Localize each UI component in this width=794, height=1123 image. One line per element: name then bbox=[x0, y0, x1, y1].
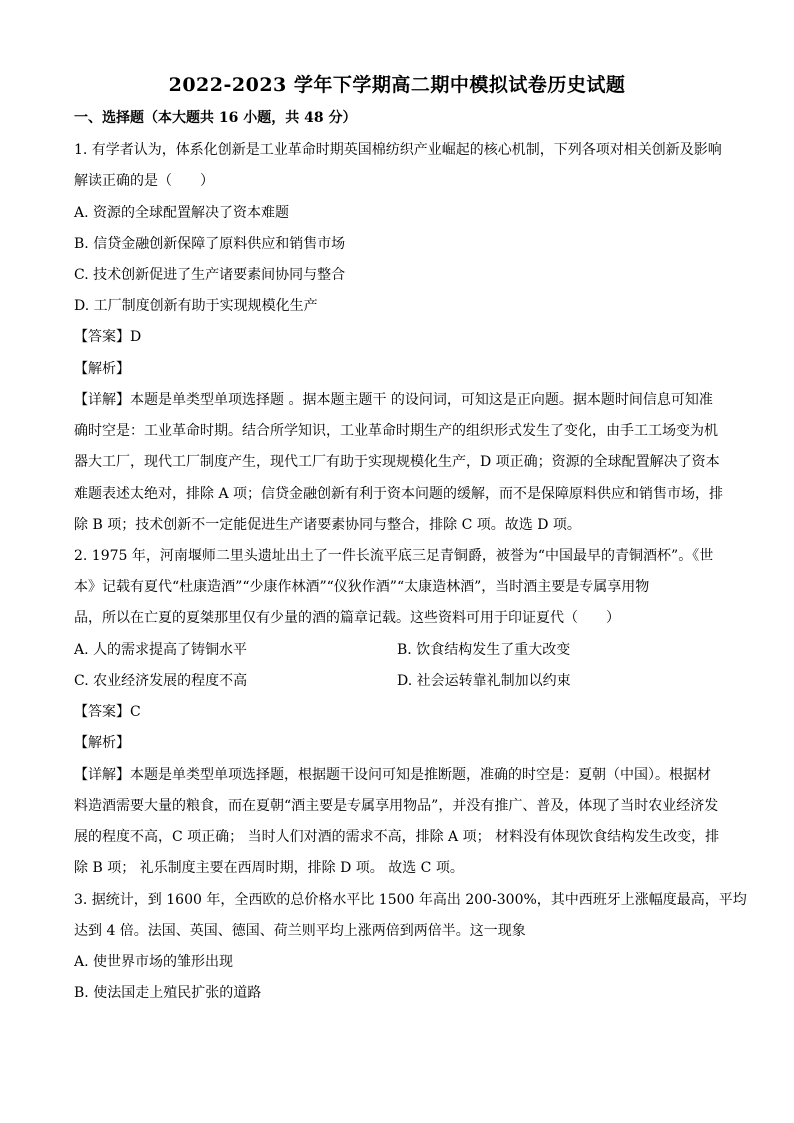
q1-option-d: D. 工厂制度创新有助于实现规模化生产 bbox=[74, 298, 318, 314]
q3-stem-line: 达到 4 倍。法国、英国、德国、荷兰则平均上涨两倍到两倍半。这一现象 bbox=[74, 923, 526, 939]
q1-analysis-label: 【解析】 bbox=[74, 361, 130, 377]
q2-answer: 【答案】C bbox=[74, 704, 141, 720]
q3-option-a: A. 使世界市场的雏形出现 bbox=[74, 954, 234, 970]
q1-detail-line: 确时空是：工业革命时期。结合所学知识，工业革命时期生产的组织形式发生了变化，由手工工场变为机 bbox=[74, 423, 718, 439]
q3-option-b: B. 使法国走上殖民扩张的道路 bbox=[74, 985, 262, 1001]
q1-detail-line: 【详解】本题是单类型单项选择题 。据本题主题干 的设问词，可知这是正向题。据本题时间信息可知准 bbox=[74, 392, 713, 408]
q2-stem-line: 本》记载有夏代“杜康造酒”“少康作林酒”“仪狄作酒”“太康造林酒”，当时酒主要是专属享用物 bbox=[74, 579, 650, 595]
q1-stem-line: 解读正确的是（ ） bbox=[74, 173, 214, 189]
q2-detail-line: 除 B 项； 礼乐制度主要在西周时期，排除 D 项。 故选 C 项。 bbox=[74, 860, 464, 876]
q1-option-c: C. 技术创新促进了生产诸要素间协同与整合 bbox=[74, 267, 346, 283]
q1-option-b: B. 信贷金融创新保障了原料供应和销售市场 bbox=[74, 236, 346, 252]
q2-detail-line: 展的程度不高，C 项正确； 当时人们对酒的需求不高，排除 A 项； 材料没有体现饮食结构发生改变，排 bbox=[74, 829, 720, 845]
q2-option-c: C. 农业经济发展的程度不高 bbox=[74, 673, 248, 689]
q2-stem-line: 品，所以在亡夏的夏桀那里仅有少量的酒的篇章记载。这些资料可用于印证夏代（ ） bbox=[74, 610, 620, 626]
section-heading: 一、选择题（本大题共 16 小题，共 48 分） bbox=[74, 110, 357, 126]
q3-stem-line: 3. 据统计，到 1600 年，全西欧的总价格水平比 1500 年高出 200-300%，其中西班牙上涨幅度最高，平均 bbox=[74, 892, 747, 908]
q2-detail-line: 【详解】本题是单类型单项选择题，根据题干设问可知是推断题，准确的时空是：夏朝（中国）。根据材 bbox=[74, 767, 711, 783]
q1-answer: 【答案】D bbox=[74, 329, 142, 345]
q2-detail-line: 料造酒需要大量的粮食，而在夏朝“酒主要是专属享用物品”，并没有推广、普及，体现了当时农业经济发 bbox=[74, 798, 719, 814]
q1-detail-line: 难题表述太绝对，排除 A 项；信贷金融创新有利于资本问题的缓解，而不是保障原料供应和销售市场，排 bbox=[74, 486, 724, 502]
q2-option-a: A. 人的需求提高了铸铜水平 bbox=[74, 642, 248, 658]
q2-option-d: D. 社会运转靠礼制加以约束 bbox=[397, 673, 571, 689]
q2-analysis-label: 【解析】 bbox=[74, 735, 130, 751]
q1-stem-line: 1. 有学者认为，体系化创新是工业革命时期英国棉纺织产业崛起的核心机制，下列各项对相关创新及影响 bbox=[74, 142, 722, 158]
q2-stem-line: 2. 1975 年，河南堰师二里头遗址出土了一件长流平底三足青铜爵，被誉为“中国最早的青铜酒杯”。《世 bbox=[74, 548, 714, 564]
q1-detail-line: 除 B 项；技术创新不一定能促进生产诸要素协同与整合，排除 C 项。故选 D 项。 bbox=[74, 517, 581, 533]
q1-detail-line: 器大工厂，现代工厂制度产生，现代工厂有助于实现规模化生产，D 项正确；资源的全球配置解决了资本 bbox=[74, 454, 720, 470]
q1-option-a: A. 资源的全球配置解决了资本难题 bbox=[74, 205, 290, 221]
page-title: 2022-2023 学年下学期高二期中模拟试卷历史试题 bbox=[168, 74, 626, 96]
q2-option-b: B. 饮食结构发生了重大改变 bbox=[397, 642, 571, 658]
